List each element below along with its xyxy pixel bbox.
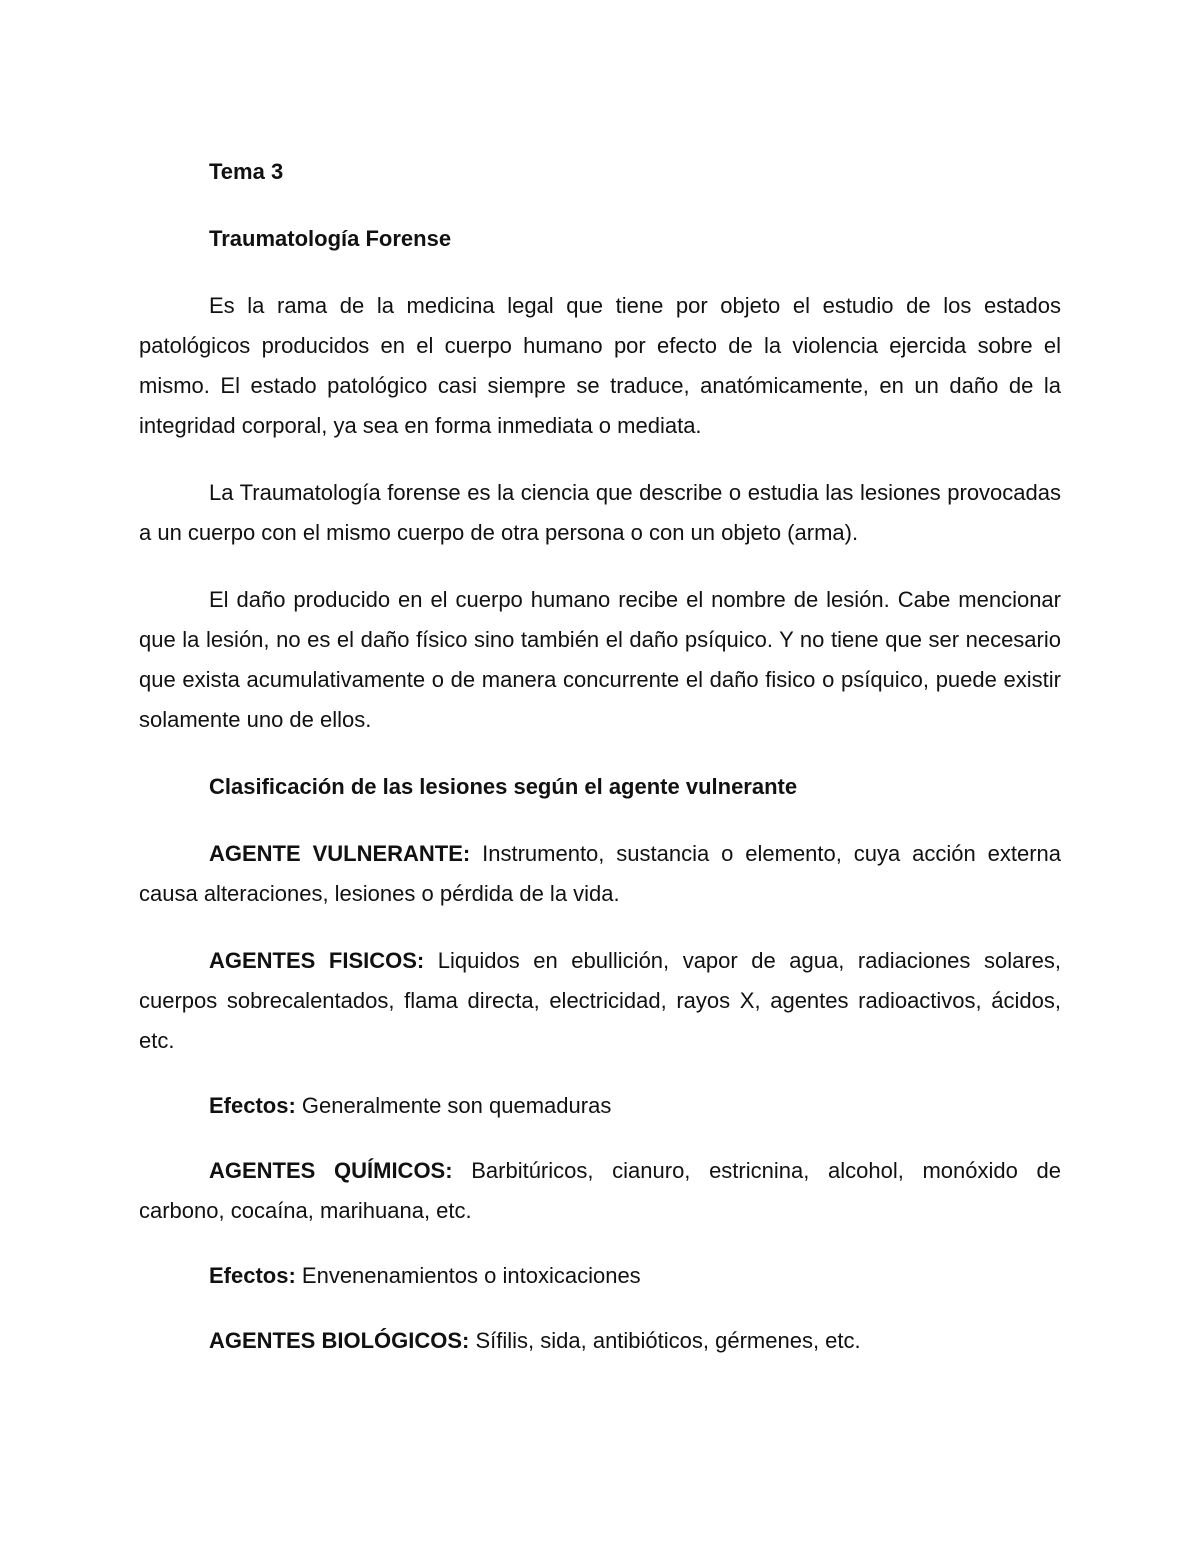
document-title: Traumatología Forense [209, 226, 452, 251]
definition-agente-vulnerante [139, 834, 1061, 914]
definition-term: AGENTES FISICOS: [209, 948, 425, 973]
definition-text: Generalmente son quemaduras [295, 1093, 612, 1118]
definition-term: Efectos: [209, 1093, 296, 1118]
definition-text: Liquidos en ebullición, vapor de agua, radiaciones solares, cuerpos sobrecalentados, flama directa, electricidad, rayos X, agentes radioactivos, ácidos, etc. [139, 948, 1061, 1053]
document-body [139, 152, 1061, 1361]
paragraph-definition: Es la rama de la medicina legal que tiene por objeto el estudio de los estados patológicos producidos en el cuerpo humano por efecto de la violencia ejercida sobre el mismo. El estado patológico casi siempre se traduce, anatómicamente, en un daño de la integridad corporal, ya sea en forma inmediata o mediata. [139, 293, 1061, 438]
paragraph-damage: El daño producido en el cuerpo humano recibe el nombre de lesión. Cabe mencionar que la lesión, no es el daño físico sino también el daño psíquico. Y no tiene que ser necesario que exista acumulativamente o de manera concurrente el daño fisico o psíquico, puede existir solamente uno de ellos. [139, 587, 1061, 732]
paragraph-science: La Traumatología forense es la ciencia que describe o estudia las lesiones provocadas a un cuerpo con el mismo cuerpo de otra persona o con un objeto (arma). [139, 480, 1061, 545]
classification-heading: Clasificación de las lesiones según el agente vulnerante [209, 774, 798, 799]
definition-agentes-fisicos [139, 941, 1061, 1061]
definition-agentes-quimicos [139, 1151, 1061, 1231]
definition-term: AGENTES QUÍMICOS: [209, 1158, 453, 1183]
definition-term: AGENTES BIOLÓGICOS: [209, 1328, 470, 1353]
definition-text: Barbitúricos, cianuro, estricnina, alcohol, monóxido de carbono, cocaína, marihuana, etc. [139, 1158, 1061, 1223]
definition-efectos-fisicos [139, 1086, 1061, 1126]
definition-text: Sífilis, sida, antibióticos, gérmenes, etc. [469, 1328, 861, 1353]
definition-agentes-biologicos [139, 1321, 1061, 1361]
definition-term: AGENTE VULNERANTE: [209, 841, 471, 866]
definition-text: Envenenamientos o intoxicaciones [295, 1263, 641, 1288]
definition-efectos-quimicos [139, 1256, 1061, 1296]
definition-term: Efectos: [209, 1263, 296, 1288]
definition-text: Instrumento, sustancia o elemento, cuya acción externa causa alteraciones, lesiones o pérdida de la vida. [139, 841, 1061, 906]
topic-heading: Tema 3 [209, 159, 284, 184]
